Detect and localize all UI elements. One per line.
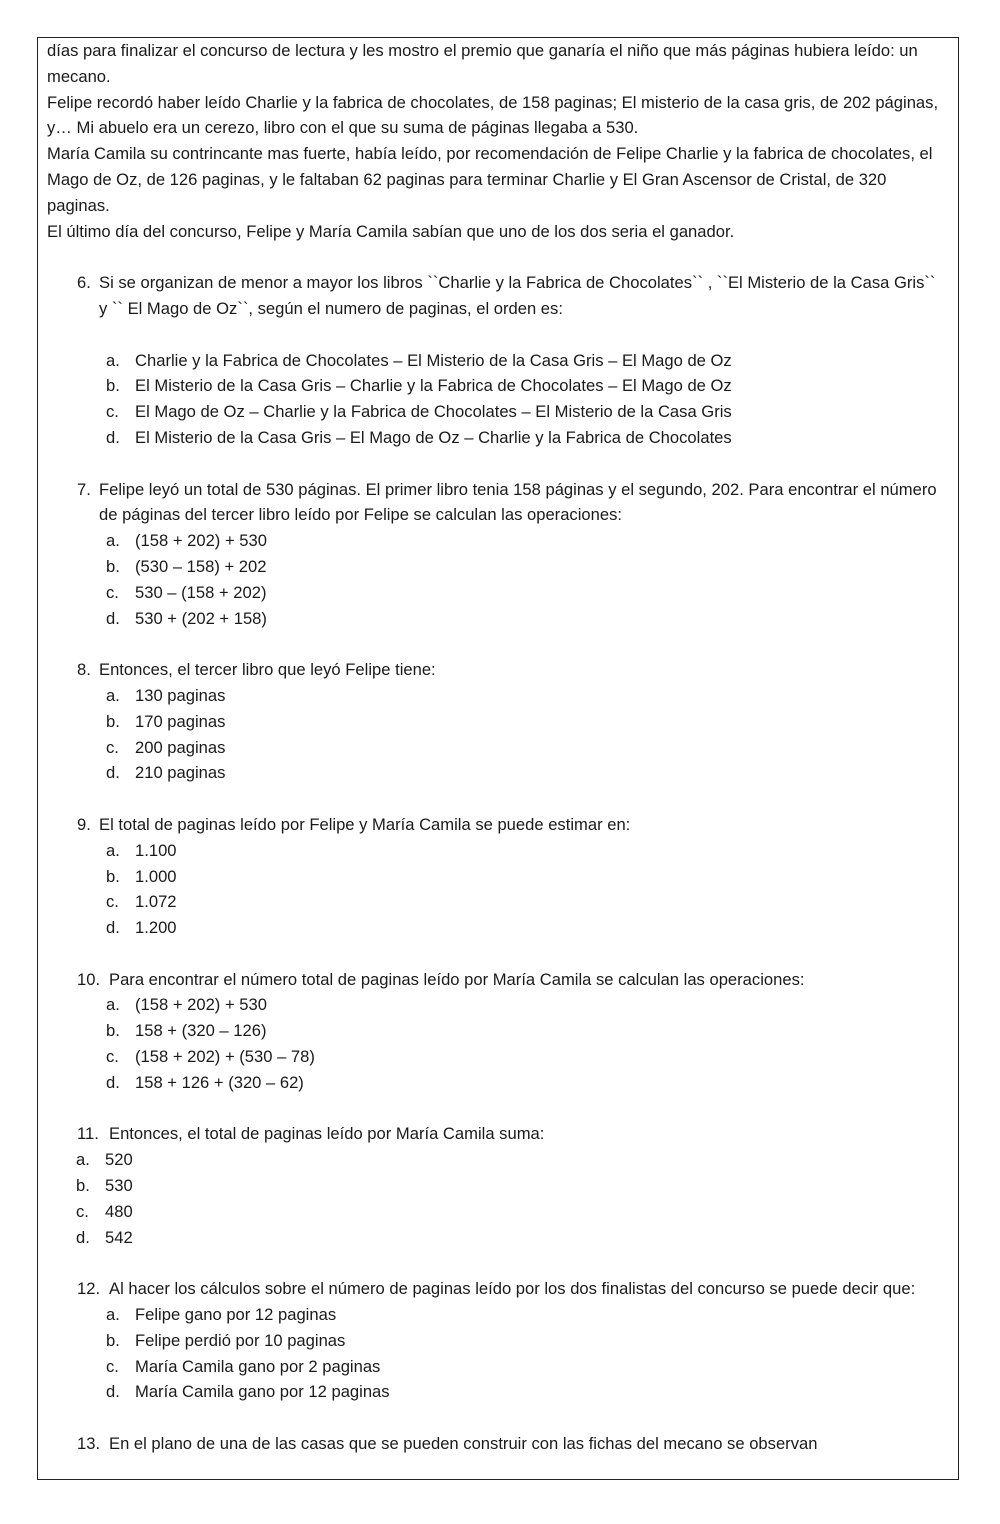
options-list	[47, 1302, 940, 1405]
question-text: En el plano de una de las casas que se pueden construir con las fichas del mecano se observan	[109, 1434, 818, 1454]
intro-paragraph: El último día del concurso, Felipe y María Camila sabían que uno de los dos seria el ganador.	[47, 221, 735, 241]
option-b	[47, 1018, 940, 1044]
options-list	[47, 348, 940, 451]
question-6	[47, 270, 940, 451]
option-a	[47, 683, 940, 709]
option-text: (158 + 202) + 530	[135, 531, 267, 551]
option-text: 200 paginas	[135, 737, 226, 757]
option-letter: b.	[106, 556, 120, 576]
option-letter: b.	[106, 1021, 120, 1041]
option-letter: c.	[106, 892, 119, 912]
option-a	[47, 528, 940, 554]
option-b	[47, 554, 940, 580]
option-letter: a.	[76, 1150, 90, 1170]
option-d	[47, 425, 940, 451]
option-text: 130 paginas	[135, 685, 226, 705]
option-d	[47, 760, 940, 786]
option-text: (158 + 202) + (530 – 78)	[135, 1047, 315, 1067]
option-d	[47, 1225, 940, 1251]
question-number: 10.	[77, 969, 101, 989]
option-d	[47, 1070, 940, 1096]
question-7	[47, 477, 940, 632]
question-11	[47, 1121, 940, 1250]
option-text: 1.200	[135, 918, 177, 938]
option-letter: c.	[106, 402, 119, 422]
option-letter: d.	[106, 1072, 120, 1092]
option-a	[47, 1302, 940, 1328]
option-letter: d.	[106, 608, 120, 628]
option-letter: a.	[106, 531, 120, 551]
option-letter: c.	[76, 1201, 89, 1221]
option-letter: b.	[76, 1176, 90, 1196]
option-text: Charlie y la Fabrica de Chocolates – El Misterio de la Casa Gris – El Mago de Oz	[135, 350, 732, 370]
option-text: El Misterio de la Casa Gris – Charlie y la Fabrica de Chocolates – El Mago de Oz	[135, 376, 732, 396]
option-text: María Camila gano por 12 paginas	[135, 1382, 390, 1402]
option-letter: a.	[106, 1305, 120, 1325]
question-10	[47, 967, 940, 1096]
question-number: 11.	[77, 1124, 99, 1144]
option-c	[47, 1044, 940, 1070]
question-text: Entonces, el total de paginas leído por María Camila suma:	[109, 1124, 545, 1144]
option-b	[47, 1173, 940, 1199]
options-list	[47, 528, 940, 631]
question-text: El total de paginas leído por Felipe y María Camila se puede estimar en:	[99, 814, 631, 834]
question-12	[47, 1276, 940, 1405]
question-number: 13.	[77, 1434, 101, 1454]
option-d	[47, 606, 940, 632]
intro-paragraph: María Camila su contrincante mas fuerte, había leído, por recomendación de Felipe Charlie y la fabrica de chocolates, el Mago de Oz, de 126 paginas, y le faltaban 62 paginas para terminar Charlie y El Gran Ascensor de Cristal, de 320 paginas.	[47, 144, 933, 215]
option-letter: c.	[106, 1047, 119, 1067]
option-letter: c.	[106, 737, 119, 757]
option-text: 542	[105, 1227, 133, 1247]
option-letter: a.	[106, 685, 120, 705]
option-text: (530 – 158) + 202	[135, 556, 267, 576]
option-text: 170 paginas	[135, 711, 226, 731]
option-text: María Camila gano por 2 paginas	[135, 1356, 381, 1376]
document-content	[47, 38, 940, 1457]
question-number: 7.	[77, 479, 91, 499]
option-text: 1.072	[135, 892, 177, 912]
option-letter: d.	[106, 918, 120, 938]
option-letter: a.	[106, 350, 120, 370]
question-number: 6.	[77, 273, 91, 293]
options-list	[47, 838, 940, 941]
option-letter: b.	[106, 711, 120, 731]
question-9	[47, 812, 940, 941]
option-letter: a.	[106, 995, 120, 1015]
option-b	[47, 1328, 940, 1354]
question-text: Felipe leyó un total de 530 páginas. El primer libro tenia 158 páginas y el segundo, 202. Para encontrar el número de páginas del tercer libro leído por Felipe se calculan las operaciones:	[99, 479, 937, 525]
question-number: 8.	[77, 660, 91, 680]
option-d	[47, 915, 940, 941]
option-text: El Misterio de la Casa Gris – El Mago de Oz – Charlie y la Fabrica de Chocolates	[135, 427, 732, 447]
option-letter: d.	[106, 427, 120, 447]
option-text: 480	[105, 1201, 133, 1221]
option-c	[47, 399, 940, 425]
option-b	[47, 864, 940, 890]
option-text: 530	[105, 1176, 133, 1196]
option-a	[47, 348, 940, 374]
options-list	[47, 992, 940, 1095]
document-frame	[37, 37, 959, 1480]
option-a	[47, 992, 940, 1018]
option-c	[47, 1354, 940, 1380]
question-13	[47, 1431, 940, 1457]
option-text: 530 + (202 + 158)	[135, 608, 267, 628]
question-number: 12.	[77, 1279, 101, 1299]
question-text: Para encontrar el número total de paginas leído por María Camila se calculan las operaciones:	[109, 969, 805, 989]
options-list	[47, 1147, 940, 1250]
option-c	[47, 1199, 940, 1225]
option-text: 520	[105, 1150, 133, 1170]
option-letter: d.	[106, 1382, 120, 1402]
question-number: 9.	[77, 814, 91, 834]
option-letter: d.	[106, 763, 120, 783]
option-text: 530 – (158 + 202)	[135, 582, 267, 602]
option-text: 1.100	[135, 840, 177, 860]
question-text: Si se organizan de menor a mayor los libros ``Charlie y la Fabrica de Chocolates`` , ``El Misterio de la Casa Gris`` y `` El Mago de Oz``, según el numero de paginas, el orden es:	[99, 273, 936, 318]
option-letter: b.	[106, 1330, 120, 1350]
option-b	[47, 373, 940, 399]
option-letter: c.	[106, 1356, 119, 1376]
option-d	[47, 1379, 940, 1405]
option-a	[47, 838, 940, 864]
options-list	[47, 683, 940, 786]
option-c	[47, 735, 940, 761]
option-text: 1.000	[135, 866, 177, 886]
intro-paragraph: días para finalizar el concurso de lectura y les mostro el premio que ganaría el niño que más páginas hubiera leído: un mecano.	[47, 41, 918, 86]
option-text: El Mago de Oz – Charlie y la Fabrica de Chocolates – El Misterio de la Casa Gris	[135, 402, 732, 422]
option-a	[47, 1147, 940, 1173]
option-letter: d.	[76, 1227, 90, 1247]
option-c	[47, 889, 940, 915]
option-text: Felipe gano por 12 paginas	[135, 1305, 337, 1325]
option-b	[47, 709, 940, 735]
option-text: Felipe perdió por 10 paginas	[135, 1330, 346, 1350]
option-text: 210 paginas	[135, 763, 226, 783]
intro-paragraph: Felipe recordó haber leído Charlie y la fabrica de chocolates, de 158 paginas; El misterio de la casa gris, de 202 páginas, y… Mi abuelo era un cerezo, libro con el que su suma de páginas llegaba a 530.	[47, 92, 939, 138]
option-letter: b.	[106, 866, 120, 886]
question-text: Al hacer los cálculos sobre el número de paginas leído por los dos finalistas del concurso se puede decir que:	[109, 1279, 916, 1299]
option-text: 158 + (320 – 126)	[135, 1021, 267, 1041]
intro-text	[47, 38, 940, 244]
option-c	[47, 580, 940, 606]
option-letter: b.	[106, 376, 120, 396]
option-letter: c.	[106, 582, 119, 602]
question-8	[47, 657, 940, 786]
option-text: (158 + 202) + 530	[135, 995, 267, 1015]
option-letter: a.	[106, 840, 120, 860]
question-text: Entonces, el tercer libro que leyó Felipe tiene:	[99, 660, 436, 680]
option-text: 158 + 126 + (320 – 62)	[135, 1072, 304, 1092]
